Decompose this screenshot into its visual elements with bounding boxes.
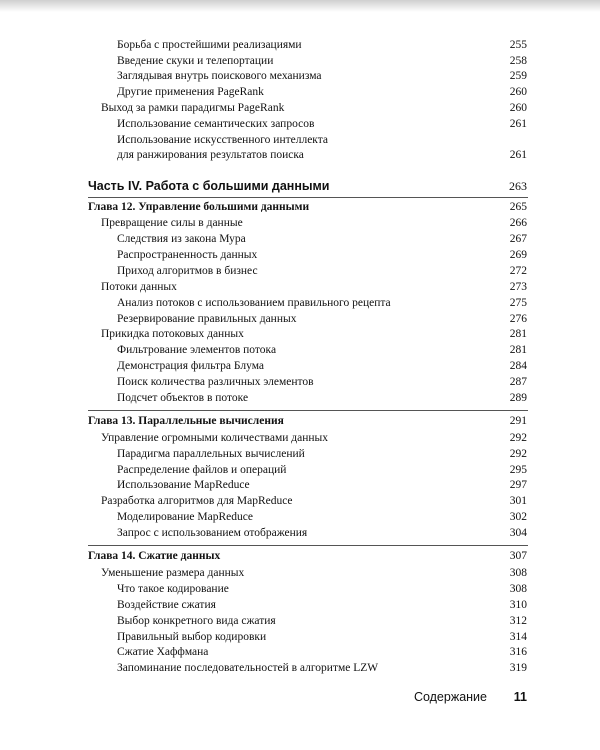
toc-entry (0, 644, 600, 660)
toc-entry-title: Прикидка потоковых данных (101, 328, 244, 340)
toc-entry-page: 319 (509, 662, 527, 674)
toc-entry (0, 247, 600, 263)
toc-entry-title: Приход алгоритмов в бизнес (117, 265, 258, 277)
toc-entry-title: Моделирование MapReduce (117, 511, 253, 523)
toc-entry-page: 261 (509, 149, 527, 161)
toc-entry (0, 84, 600, 100)
toc-entry-page: 281 (509, 328, 527, 340)
toc-entry-page: 260 (509, 86, 527, 98)
toc-entry-title: Борьба с простейшими реализациями (117, 39, 302, 51)
toc-entry-page: 287 (509, 376, 527, 388)
toc-entry (0, 147, 600, 163)
toc-entry-page: 265 (509, 201, 527, 213)
toc-entry (0, 68, 600, 84)
chapter-divider (88, 410, 528, 411)
toc-entry-page: 292 (509, 448, 527, 460)
toc-entry-title: Что такое кодирование (117, 583, 229, 595)
toc-entry-page: 297 (509, 479, 527, 491)
toc-entry-title: Поиск количества различных элементов (117, 376, 314, 388)
toc-entry-page: 269 (509, 249, 527, 261)
toc-entry-title: Использование MapReduce (117, 479, 250, 491)
toc-chapter-heading (0, 199, 600, 215)
toc-entry-title: Глава 13. Параллельные вычисления (88, 415, 284, 427)
toc-entry-page: 258 (509, 55, 527, 67)
toc-entry (0, 430, 600, 446)
toc-entry (0, 477, 600, 493)
toc-entry (0, 597, 600, 613)
toc-entry-title: Потоки данных (101, 281, 177, 293)
chapter-divider (88, 545, 528, 546)
toc-entry-title: Часть IV. Работа с большими данными (88, 179, 330, 193)
toc-entry-title: Управление огромными количествами данных (101, 432, 328, 444)
toc-entry-page: 312 (509, 615, 527, 627)
toc-entry-title: Введение скуки и телепортации (117, 55, 274, 67)
toc-chapter-heading (0, 548, 600, 564)
toc-entry (0, 358, 600, 374)
toc-entry-page: 308 (509, 567, 527, 579)
toc-entry (0, 37, 600, 53)
toc-entry (0, 660, 600, 676)
toc-entry-page: 275 (509, 297, 527, 309)
toc-entry-page: 314 (509, 631, 527, 643)
toc-entry (0, 132, 600, 148)
toc-entry-title: Подсчет объектов в потоке (117, 392, 249, 404)
toc-entry-title: Анализ потоков с использованием правильного рецепта (117, 297, 391, 309)
toc-entry (0, 215, 600, 231)
toc-entry-page: 292 (509, 432, 527, 444)
toc-entry-page: 302 (509, 511, 527, 523)
toc-entry-page: 260 (509, 102, 527, 114)
toc-entry-title: Резервирование правильных данных (117, 313, 297, 325)
toc-entry (0, 509, 600, 525)
toc-entry-title: Другие применения PageRank (117, 86, 264, 98)
toc-entry-title: Воздействие сжатия (117, 599, 216, 611)
toc-entry-page: 273 (509, 281, 527, 293)
toc-entry (0, 326, 600, 342)
toc-entry-page: 307 (509, 550, 527, 562)
toc-entry (0, 581, 600, 597)
toc-entry-title: Парадигма параллельных вычислений (117, 448, 305, 460)
toc-entry-title: для ранжирования результатов поиска (117, 149, 304, 161)
toc-entry-title: Следствия из закона Мура (117, 233, 246, 245)
toc-entry-page: 276 (509, 313, 527, 325)
toc-entry-title: Распределение файлов и операций (117, 464, 287, 476)
toc-entry-title: Использование семантических запросов (117, 118, 315, 130)
top-edge-shadow (0, 0, 600, 12)
toc-entry-page: 266 (509, 217, 527, 229)
toc-entry (0, 295, 600, 311)
toc-entry-title: Разработка алгоритмов для MapReduce (101, 495, 293, 507)
toc-entry-title: Правильный выбор кодировки (117, 631, 267, 643)
toc-entry-page: 284 (509, 360, 527, 372)
toc-entry (0, 100, 600, 116)
toc-entry-page: 304 (509, 527, 527, 539)
toc-entry-title: Демонстрация фильтра Блума (117, 360, 265, 372)
toc-entry-title: Сжатие Хаффмана (117, 646, 209, 658)
toc-entry (0, 613, 600, 629)
toc-entry (0, 493, 600, 509)
toc-entry (0, 374, 600, 390)
toc-entry-title: Заглядывая внутрь поискового механизма (117, 70, 322, 82)
toc-entry-page: 301 (509, 495, 527, 507)
toc-entry (0, 342, 600, 358)
toc-chapter-heading (0, 413, 600, 429)
toc-entry-title: Превращение силы в данные (101, 217, 243, 229)
toc-entry-page: 310 (509, 599, 527, 611)
toc-entry-page: 308 (509, 583, 527, 595)
toc-entry (0, 390, 600, 406)
toc-entry (0, 311, 600, 327)
toc-entry-page: 295 (509, 464, 527, 476)
toc-entry-title: Выход за рамки парадигмы PageRank (101, 102, 285, 114)
toc-entry-title: Выбор конкретного вида сжатия (117, 615, 276, 627)
toc-part-heading (0, 178, 600, 194)
toc-entry-title: Распространенность данных (117, 249, 258, 261)
toc-entry-page: 259 (509, 70, 527, 82)
toc-entry (0, 629, 600, 645)
toc-entry-title: Фильтрование элементов потока (117, 344, 277, 356)
toc-entry-page: 261 (509, 118, 527, 130)
toc-entry (0, 263, 600, 279)
page-number: 11 (513, 690, 527, 704)
chapter-divider (88, 197, 528, 198)
toc-entry-title: Глава 14. Сжатие данных (88, 550, 221, 562)
toc-entry-title: Использование искусственного интеллекта (117, 134, 329, 146)
toc-entry (0, 53, 600, 69)
toc-entry-page: 263 (509, 179, 527, 193)
running-footer-title: Содержание (413, 690, 487, 704)
toc-entry-page: 255 (509, 39, 527, 51)
toc-entry-title: Уменьшение размера данных (101, 567, 245, 579)
toc-entry-page: 291 (509, 415, 527, 427)
toc-entry-title: Запрос с использованием отображения (117, 527, 308, 539)
toc-entry (0, 279, 600, 295)
toc-entry-page: 281 (509, 344, 527, 356)
toc-entry-page: 272 (509, 265, 527, 277)
toc-entry (0, 116, 600, 132)
toc-entry-title: Запоминание последовательностей в алгоритме LZW (117, 662, 379, 674)
toc-entry (0, 231, 600, 247)
toc-entry (0, 462, 600, 478)
toc-entry-title: Глава 12. Управление большими данными (88, 201, 310, 213)
toc-entry-page: 316 (509, 646, 527, 658)
toc-entry-page: 267 (509, 233, 527, 245)
toc-entry (0, 525, 600, 541)
toc-entry (0, 565, 600, 581)
toc-entry (0, 446, 600, 462)
toc-entry-page: 289 (509, 392, 527, 404)
